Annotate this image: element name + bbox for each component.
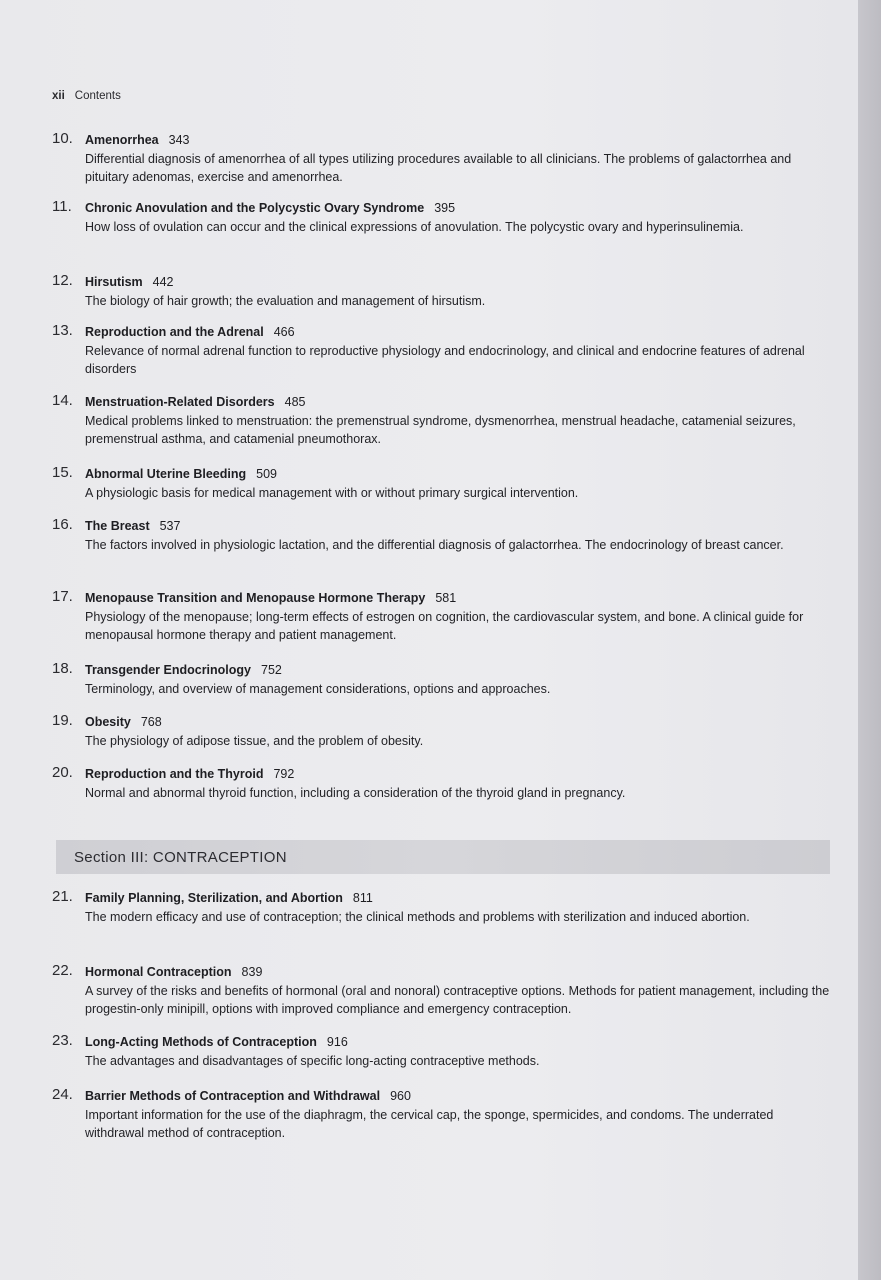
chapter-title: Hirsutism 442 [85,275,174,289]
chapter-description: Important information for the use of the diaphragm, the cervical cap, the sponge, spermicides, and condoms. The underrated withdrawal method of contraception. [85,1108,774,1140]
chapter-description: The modern efficacy and use of contraception; the clinical methods and problems with sterilization and induced abortion. [85,910,750,924]
running-head [52,90,121,102]
chapter-description: The advantages and disadvantages of specific long-acting contraceptive methods. [85,1054,540,1068]
chapter-description: Differential diagnosis of amenorrhea of all types utilizing procedures available to all clinicians. The problems of galactorrhea and pituitary adenomas, exercise and amenorrhea. [85,152,792,184]
chapter-page: 395 [434,201,456,215]
chapter-number: 13. [52,322,73,339]
chapter-page: 442 [152,275,174,289]
chapter-description: Medical problems linked to menstruation: the premenstrual syndrome, dysmenorrhea, menstrual headache, catamenial seizures, premenstrual asthma, and catamenial pneumothorax. [85,414,796,446]
chapter-page: 752 [261,663,282,677]
chapter-title: Long-Acting Methods of Contraception 916 [85,1035,348,1049]
chapter-page: 581 [435,591,457,605]
chapter-title: Reproduction and the Adrenal 466 [85,325,295,339]
chapter-description: The biology of hair growth; the evaluation and management of hirsutism. [85,294,486,308]
chapter-title: The Breast 537 [85,519,181,533]
chapter-title: Family Planning, Sterilization, and Abortion 811 [85,891,373,905]
chapter-title: Abnormal Uterine Bleeding 509 [85,467,277,481]
chapter-title: Obesity 768 [85,715,162,729]
chapter-page: 792 [273,767,295,781]
chapter-number: 14. [52,392,73,409]
chapter-title: Hormonal Contraception 839 [85,965,263,979]
running-head-label: Contents [74,90,121,102]
chapter-description: The factors involved in physiologic lactation, and the differential diagnosis of galactorrhea. The endocrinology of breast cancer. [85,538,784,552]
section-title: Section III: CONTRACEPTION [74,849,287,866]
chapter-description: How loss of ovulation can occur and the clinical expressions of anovulation. The polycystic ovary and hyperinsulinemia. [85,220,744,234]
chapter-number: 21. [52,888,73,905]
chapter-page: 343 [168,133,190,147]
chapter-description: Relevance of normal adrenal function to reproductive physiology and endocrinology, and clinical and endocrine features of adrenal disorders [85,344,805,376]
chapter-page: 509 [256,467,277,481]
chapter-description: Terminology, and overview of management considerations, options and approaches. [85,682,551,696]
chapter-number: 12. [52,272,73,289]
chapter-number: 20. [52,764,73,781]
chapter-page: 960 [390,1089,411,1103]
chapter-description: Physiology of the menopause; long-term effects of estrogen on cognition, the cardiovascular system, and bone. A clinical guide for menopausal hormone therapy and patient management. [85,610,804,642]
chapter-number: 24. [52,1086,73,1103]
chapter-number: 22. [52,962,73,979]
chapter-number: 18. [52,660,73,677]
chapter-title: Reproduction and the Thyroid 792 [85,767,295,781]
chapter-title: Amenorrhea 343 [85,133,190,147]
chapter-description: A physiologic basis for medical management with or without primary surgical intervention. [85,486,579,500]
page-edge [858,0,881,1280]
chapter-number: 23. [52,1032,73,1049]
chapter-number: 15. [52,464,73,481]
chapter-number: 19. [52,712,73,729]
chapter-number: 16. [52,516,73,533]
page-number: xii [52,90,65,102]
chapter-title: Menstruation-Related Disorders 485 [85,395,306,409]
chapter-description: The physiology of adipose tissue, and the problem of obesity. [85,734,424,748]
chapter-number: 17. [52,588,73,605]
chapter-page: 768 [140,715,162,729]
chapter-page: 485 [284,395,306,409]
chapter-title: Barrier Methods of Contraception and Withdrawal 960 [85,1089,411,1103]
chapter-description: A survey of the risks and benefits of hormonal (oral and nonoral) contraceptive options. Methods for patient management, including the progestin-only minipill, options with improved compliance and emergency contraception. [85,984,830,1016]
chapter-description: Normal and abnormal thyroid function, including a consideration of the thyroid gland in pregnancy. [85,786,626,800]
chapter-number: 11. [52,198,72,215]
section-heading [56,840,830,874]
chapter-page: 811 [352,891,373,905]
chapter-title: Transgender Endocrinology 752 [85,663,282,677]
chapter-page: 537 [159,519,181,533]
chapter-title: Menopause Transition and Menopause Hormone Therapy 581 [85,591,457,605]
chapter-page: 916 [326,1035,348,1049]
chapter-page: 839 [241,965,263,979]
chapter-page: 466 [273,325,295,339]
chapter-number: 10. [52,130,73,147]
chapter-title: Chronic Anovulation and the Polycystic Ovary Syndrome 395 [85,201,456,215]
